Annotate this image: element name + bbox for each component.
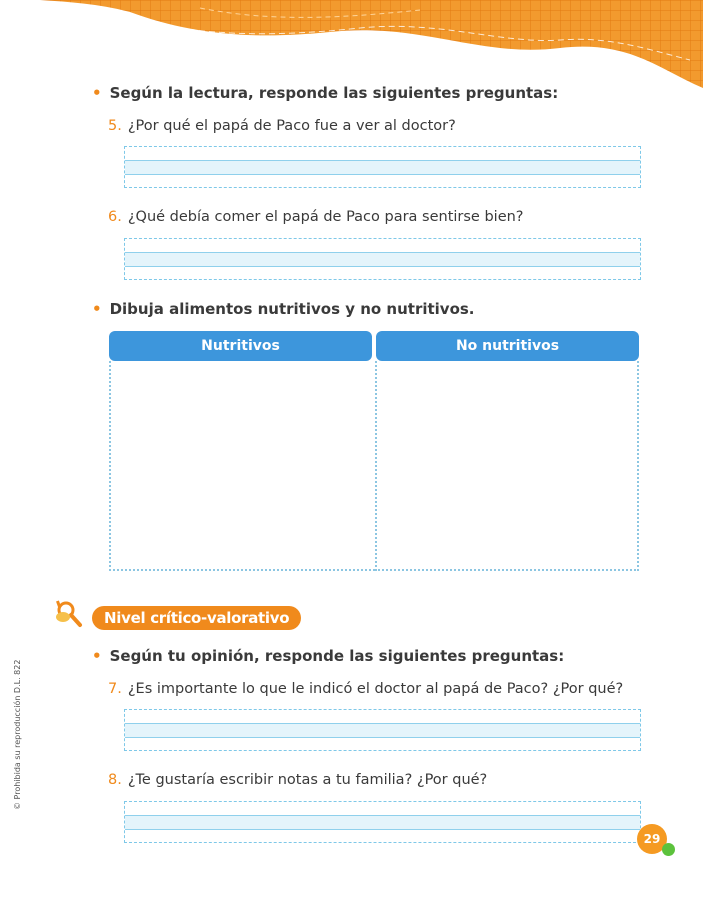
answer-lines-7[interactable] [124,709,641,751]
header-banner [0,0,703,95]
question-number: 5. [108,118,122,134]
bullet-icon: • [92,84,102,102]
question-number: 8. [108,772,122,788]
question-number: 6. [108,209,122,225]
question-text: ¿Es importante lo que le indicó el doctor al papá de Paco? ¿Por qué? [127,681,624,697]
section-badge: Nivel crítico-valorativo [92,606,301,630]
answer-lines-6[interactable] [124,238,641,280]
question-7 [108,681,623,697]
question-5 [108,118,456,134]
question-text: ¿Qué debía comer el papá de Paco para sentirse bien? [127,209,524,225]
answer-lines-8[interactable] [124,801,641,843]
question-text: ¿Te gustaría escribir notas a tu familia? ¿Por qué? [127,772,488,788]
question-number: 7. [108,681,122,697]
bullet-icon: • [92,300,102,318]
instruction-opinion: • Según tu opinión, responde las siguientes preguntas: [92,647,565,665]
instruction-reading: • Según la lectura, responde las siguientes preguntas: [92,84,559,102]
drawing-area-no-nutritivos[interactable] [375,361,639,571]
drawing-area-nutritivos[interactable] [109,361,375,571]
copyright-notice: © Prohibida su reproducción D.L. 822 [13,659,22,810]
column-header-nutritivos: Nutritivos [109,331,372,361]
page-number: 29 [637,824,667,854]
column-header-no-nutritivos: No nutritivos [376,331,639,361]
question-8 [108,772,487,788]
question-6 [108,209,524,225]
page-dot-decoration [662,843,675,856]
instruction-drawing: • Dibuja alimentos nutritivos y no nutritivos. [92,300,475,318]
drawing-table [109,331,639,573]
bullet-icon: • [92,647,102,665]
answer-lines-5[interactable] [124,146,641,188]
magnifier-hand-icon [54,599,84,629]
question-text: ¿Por qué el papá de Paco fue a ver al doctor? [127,118,456,134]
